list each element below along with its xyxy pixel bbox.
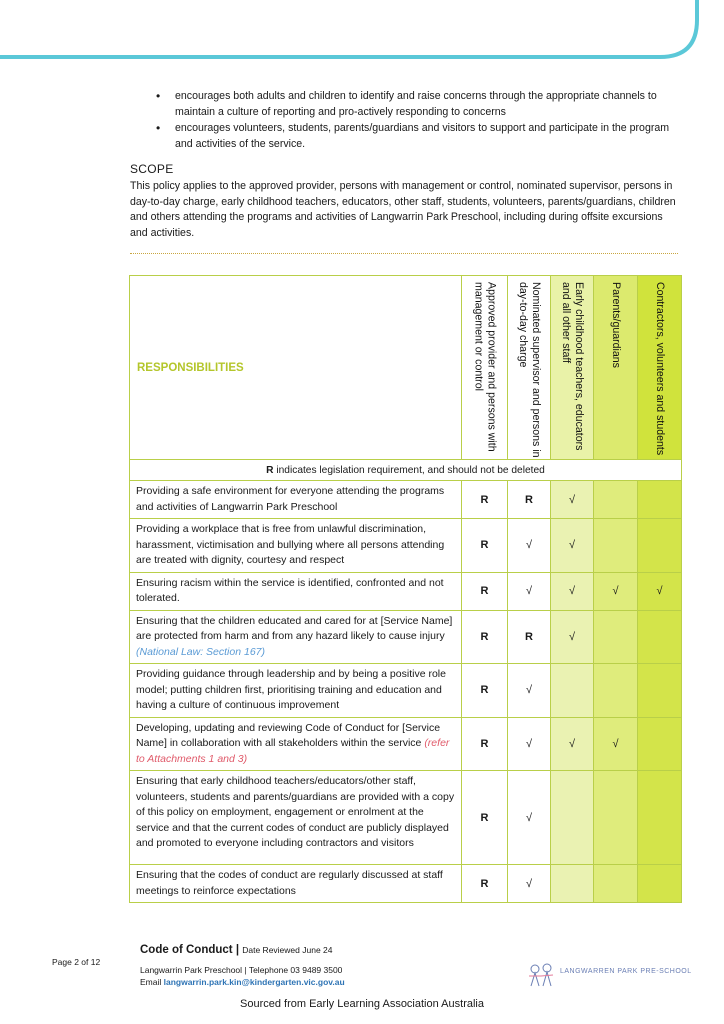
responsibility-text: Ensuring that early childhood teachers/educators/other staff, volunteers, students and parents/guardians are provided with a copy of this policy on employment, engagement or enrolment at the service and that the current codes of conduct are publicly displayed and promoted to everyone including contractors and visitors: [130, 771, 462, 865]
responsibility-mark: [638, 481, 682, 519]
responsibility-mark: R: [508, 481, 551, 519]
responsibility-mark: √: [594, 572, 638, 610]
responsibility-mark: √: [508, 771, 551, 865]
reference-note: (National Law: Section 167): [136, 645, 265, 658]
table-row: [130, 572, 682, 610]
responsibility-mark: R: [462, 481, 508, 519]
children-logo-icon: [526, 962, 558, 988]
responsibility-mark: √: [508, 519, 551, 573]
responsibility-mark: [594, 481, 638, 519]
email-link[interactable]: langwarrin.park.kin@kindergarten.vic.gov.au: [163, 977, 345, 987]
responsibility-mark: √: [551, 610, 594, 664]
table-row: [130, 717, 682, 771]
responsibility-mark: [594, 519, 638, 573]
responsibility-mark: √: [508, 664, 551, 718]
page-number: Page 2 of 12: [52, 957, 101, 967]
responsibility-mark: [551, 664, 594, 718]
reference-note: (refer to Attachments 1 and 3): [136, 737, 450, 765]
responsibility-mark: [638, 865, 682, 903]
responsibility-mark: √: [638, 572, 682, 610]
table-row: [130, 865, 682, 903]
responsibility-mark: [594, 664, 638, 718]
table-title: RESPONSIBILITIES: [130, 276, 462, 460]
column-header: Approved provider and persons with management or control: [462, 276, 508, 460]
table-row: [130, 771, 682, 865]
bullet-item: • encourages both adults and children to identify and raise concerns through the appropriate channels to maintain a culture of reporting and pro-actively responding to concerns: [150, 89, 670, 120]
column-header: Nominated supervisor and persons in day-to-day charge: [508, 276, 551, 460]
responsibility-mark: R: [462, 865, 508, 903]
responsibility-mark: [594, 771, 638, 865]
responsibility-text: Ensuring racism within the service is identified, confronted and not tolerated.: [130, 572, 462, 610]
responsibility-mark: [638, 664, 682, 718]
responsibility-mark: [551, 771, 594, 865]
responsibility-mark: √: [551, 717, 594, 771]
responsibility-mark: R: [462, 771, 508, 865]
table-row: [130, 519, 682, 573]
table-row: [130, 664, 682, 718]
source-credit: Sourced from Early Learning Association Australia: [240, 998, 484, 1010]
section-divider: [130, 253, 678, 254]
table-row: [130, 481, 682, 519]
responsibility-mark: √: [551, 572, 594, 610]
preschool-logo: LANGWARREN PARK PRE-SCHOOL: [526, 962, 696, 988]
bullet-list: [150, 89, 670, 153]
responsibility-mark: √: [508, 865, 551, 903]
responsibility-mark: [638, 519, 682, 573]
responsibility-mark: [551, 865, 594, 903]
responsibility-mark: √: [551, 481, 594, 519]
responsibility-mark: R: [462, 519, 508, 573]
responsibility-mark: [594, 610, 638, 664]
responsibility-mark: R: [462, 572, 508, 610]
responsibilities-table: [129, 275, 682, 903]
footer-title: Code of Conduct | Date Reviewed June 24: [140, 944, 333, 956]
responsibility-mark: [594, 865, 638, 903]
responsibility-mark: [638, 771, 682, 865]
responsibility-mark: √: [508, 717, 551, 771]
bullet-item: • encourages volunteers, students, parents/guardians and visitors to support and participate in the program and activities of the service.: [150, 121, 670, 152]
responsibility-text: Providing guidance through leadership and by being a positive role model; putting children first, prioritising training and education and having a culture of continuous improvement: [130, 664, 462, 718]
column-header: Parents/guardians: [594, 276, 638, 460]
column-header: Early childhood teachers, educators and all other staff: [551, 276, 594, 460]
responsibility-mark: [638, 610, 682, 664]
responsibility-text: Ensuring that the codes of conduct are regularly discussed at staff meetings to reinforce expectations: [130, 865, 462, 903]
scope-text: This policy applies to the approved provider, persons with management or control, nominated supervisor, persons in day-to-day charge, early childhood teachers, educators, other staff, students, volunteers, parents/guardians, children and others attending the programs and activities of Langwarrin Park Preschool, including during offsite excursions and activities.: [130, 180, 676, 239]
responsibility-mark: R: [508, 610, 551, 664]
column-header: Contractors, volunteers and students: [638, 276, 682, 460]
table-row: [130, 610, 682, 664]
responsibility-mark: R: [462, 664, 508, 718]
scope-heading: SCOPE: [130, 162, 174, 176]
responsibility-text: Providing a workplace that is free from unlawful discrimination, harassment, victimisation and bullying where all persons attending are treated with dignity, courtesy and respect: [130, 519, 462, 573]
responsibility-text: Developing, updating and reviewing Code of Conduct for [Service Name] in collaboration with all stakeholders within the service (refer to Attachments 1 and 3): [130, 717, 462, 771]
responsibility-mark: R: [462, 717, 508, 771]
responsibility-mark: √: [551, 519, 594, 573]
responsibility-text: Providing a safe environment for everyone attending the programs and activities of Langwarrin Park Preschool: [130, 481, 462, 519]
responsibility-mark: R: [462, 610, 508, 664]
responsibility-text: Ensuring that the children educated and cared for at [Service Name] are protected from harm and from any hazard likely to cause injury (National Law: Section 167): [130, 610, 462, 664]
responsibility-mark: [638, 717, 682, 771]
legend-note: R indicates legislation requirement, and should not be deleted: [130, 460, 682, 481]
page-corner-frame: [0, 0, 724, 70]
responsibility-mark: √: [508, 572, 551, 610]
footer-email: Email langwarrin.park.kin@kindergarten.vic.gov.au: [140, 977, 345, 987]
responsibility-mark: √: [594, 717, 638, 771]
footer-contact: Langwarrin Park Preschool | Telephone 03 9489 3500: [140, 965, 343, 975]
